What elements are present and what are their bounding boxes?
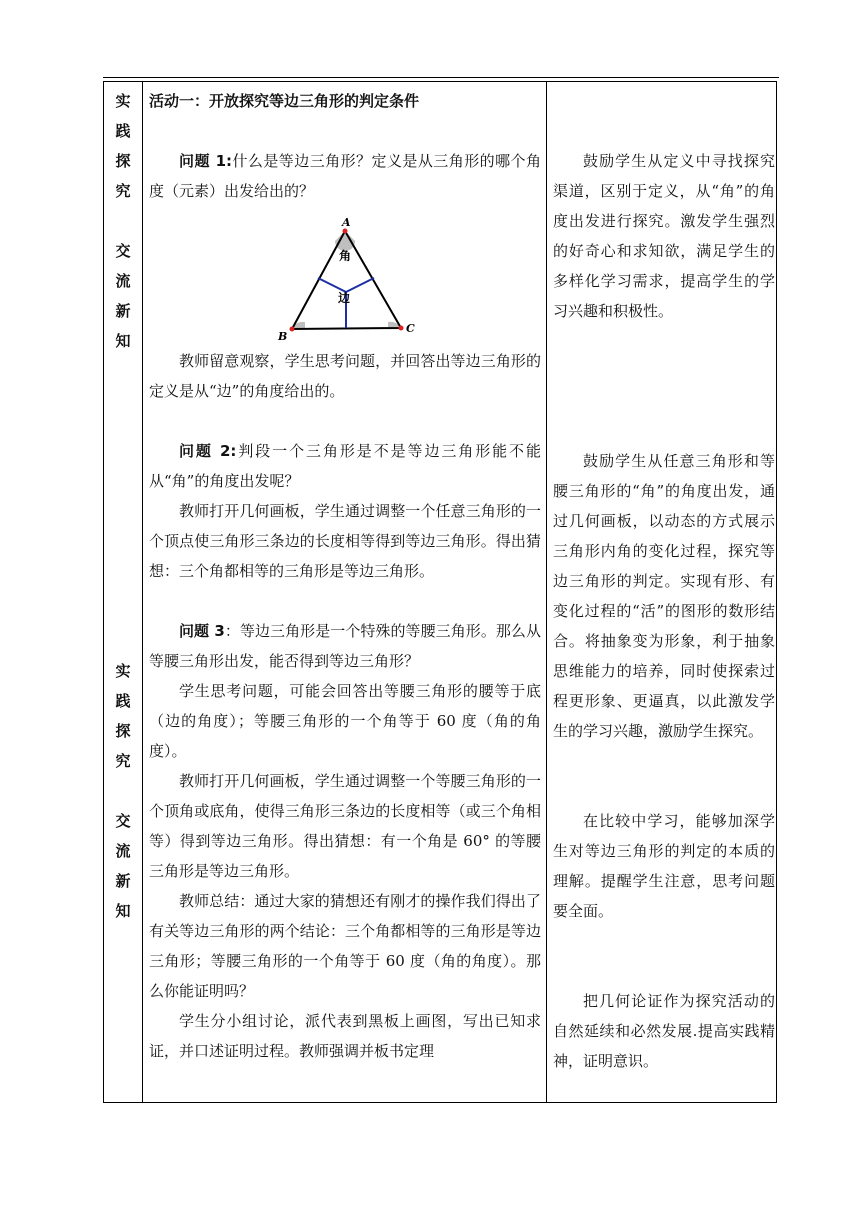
question-2-activity: 教师打开几何画板，学生通过调整一个任意三角形的一个顶点使三角形三条边的长度相等得到等边三角形。得出猜想：三个角都相等的三角形是等边三角形。 bbox=[149, 502, 541, 580]
design-intent-1 bbox=[553, 146, 775, 326]
angle-a-marker bbox=[335, 231, 355, 251]
stage-char: 究 bbox=[115, 752, 131, 770]
question-3-activity: 教师打开几何画板，学生通过调整一个等腰三角形的一个顶角或底角，使得三角形三条边的长度相等（或三个角相等）得到等边三角形。得出猜想：有一个角是 60° 的等腰三角形是等边三角形。 bbox=[149, 772, 541, 880]
stage-char: 知 bbox=[115, 902, 131, 920]
stage-char: 究 bbox=[115, 182, 131, 200]
question-3 bbox=[149, 616, 541, 676]
group-discussion: 学生分小组讨论，派代表到黑板上画图，写出已知求证，并口述证明过程。教师强调并板书定理 bbox=[149, 1012, 541, 1060]
vertex-c-point bbox=[399, 326, 404, 331]
design-intent-2 bbox=[553, 446, 775, 746]
stage-char: 新 bbox=[115, 302, 131, 320]
design-intent-text: 鼓励学生从定义中寻找探究渠道，区别于定义，从“角”的角度出发进行探究。激发学生强烈的好奇心和求知欲，满足学生的多样化学习需求，提高学生的学习兴趣和积极性。 bbox=[553, 152, 775, 320]
vertex-a-point bbox=[343, 229, 348, 234]
stage-char: 践 bbox=[115, 122, 131, 140]
stage-char: 知 bbox=[115, 332, 131, 350]
design-intent-text: 把几何论证作为探究活动的自然延续和必然发展.提高实践精神，证明意识。 bbox=[553, 992, 775, 1070]
question-3-label: 问题 3 bbox=[179, 622, 225, 640]
side-bisector bbox=[318, 278, 346, 292]
header-rule bbox=[103, 77, 779, 78]
question-3-thinking: 学生思考问题，可能会回答出等腰三角形的腰等于底（边的角度）；等腰三角形的一个角等于 60 度（角的角度）。 bbox=[149, 682, 541, 760]
activity-content-main bbox=[149, 346, 541, 1066]
vertex-a-label: A bbox=[342, 216, 351, 229]
stage-label-bottom bbox=[104, 656, 142, 926]
activity-content-top bbox=[149, 86, 541, 206]
column-divider bbox=[142, 82, 143, 1102]
vertex-c-label: C bbox=[406, 322, 415, 335]
stage-char: 流 bbox=[115, 842, 131, 860]
side-label: 边 bbox=[338, 291, 351, 305]
design-intent-text: 鼓励学生从任意三角形和等腰三角形的“角”的角度出发，通过几何画板，以动态的方式展示三角形内角的变化过程，探究等边三角形的判定。实现有形、有变化过程的“活”的图形的数形结合。将抽象变为形象，利于抽象思维能力的培养，同时使探索过程更形象、更逼真，以此激发学生的学习兴趣，激励学生探究。 bbox=[553, 452, 775, 740]
vertex-b-point bbox=[290, 327, 295, 332]
stage-char: 交 bbox=[115, 242, 131, 260]
stage-label-top bbox=[104, 86, 142, 356]
stage-char: 交 bbox=[115, 812, 131, 830]
vertex-b-label: B bbox=[278, 330, 288, 343]
stage-char: 实 bbox=[115, 92, 131, 110]
lesson-table bbox=[103, 81, 777, 1103]
question-1-text: 什么是等边三角形？定义是从三角形的哪个角度（元素）出发给出的？ bbox=[149, 152, 541, 200]
question-2 bbox=[149, 436, 541, 496]
question-2-label: 问题 2: bbox=[179, 442, 237, 460]
stage-char: 实 bbox=[115, 662, 131, 680]
stage-char: 探 bbox=[115, 152, 131, 170]
question-2-text: 判段一个三角形是不是等边三角形能不能从“角”的角度出发呢？ bbox=[149, 442, 541, 490]
stage-char bbox=[104, 206, 142, 236]
design-intent-text: 在比较中学习，能够加深学生对等边三角形的判定的本质的理解。提醒学生注意，思考问题要全面。 bbox=[553, 812, 775, 920]
stage-char: 践 bbox=[115, 692, 131, 710]
question-1 bbox=[149, 146, 541, 206]
question-3-text: ：等边三角形是一个特殊的等腰三角形。那么从等腰三角形出发，能否得到等边三角形？ bbox=[149, 622, 541, 670]
question-1-label: 问题 1: bbox=[179, 152, 233, 170]
stage-char bbox=[104, 776, 142, 806]
stage-char: 流 bbox=[115, 272, 131, 290]
stage-char: 新 bbox=[115, 872, 131, 890]
teacher-observation: 教师留意观察，学生思考问题，并回答出等边三角形的定义是从“边”的角度给出的。 bbox=[149, 352, 541, 400]
design-intent-3 bbox=[553, 806, 775, 926]
teacher-summary: 教师总结：通过大家的猜想还有刚才的操作我们得出了有关等边三角形的两个结论：三个角都相等的三角形是等边三角形；等腰三角形的一个角等于 60 度（角的角度）。那么你能证明吗？ bbox=[149, 892, 541, 1000]
stage-char: 探 bbox=[115, 722, 131, 740]
column-divider bbox=[546, 82, 547, 1102]
activity-title: 活动一：开放探究等边三角形的判定条件 bbox=[149, 92, 420, 110]
angle-label: 角 bbox=[339, 249, 352, 263]
design-intent-4 bbox=[553, 986, 775, 1076]
equilateral-triangle-figure bbox=[278, 214, 420, 343]
side-bisector bbox=[346, 278, 374, 292]
